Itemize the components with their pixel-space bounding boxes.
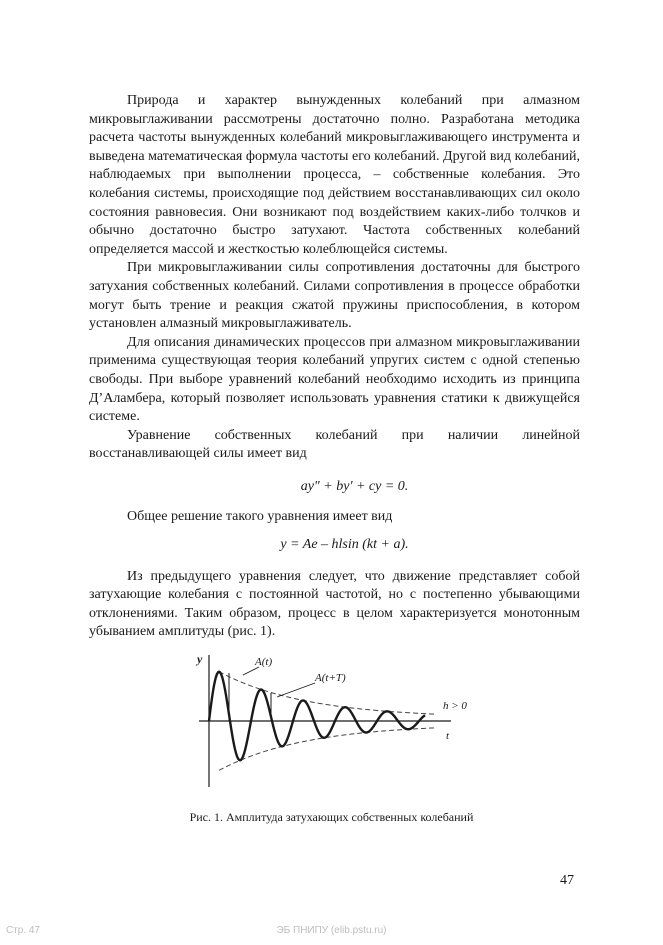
damped-oscillation-figure <box>193 645 483 795</box>
equation-motion: ay" + by' + cy = 0. <box>300 478 409 494</box>
label-h-positive: h > 0 <box>443 700 467 712</box>
y-axis-label: y <box>197 652 203 666</box>
t-axis-label: t <box>446 730 450 742</box>
label-a-t: A(t) <box>255 656 273 668</box>
paragraph: Для описания динамических процессов при алмазном микровыглаживании применима существующая теория колебаний упругих систем с одной степенью свободы. При выборе уравнений колебаний необходимо исходить из принципа Д’Аламбера, который позволяет использовать уравнения статики к движущейся системе. <box>89 334 580 425</box>
figure-caption: Рис. 1. Амплитуда затухающих собственных колебаний <box>189 810 474 824</box>
label-leader-2 <box>277 683 315 697</box>
footer-library-label: ЭБ ПНИПУ (elib.pstu.ru) <box>276 925 387 936</box>
paragraph: Из предыдущего уравнения следует, что движение представляет собой затухающие колебания с постоянной частотой, но с постепенно убывающими отклонениями. Таким образом, процесс в целом характеризуется монотонным убыванием амплитуды (рис. 1). <box>89 568 580 640</box>
paragraph: Природа и характер вынужденных колебаний при алмазном микровыглаживании рассмотрены достаточно полно. Разработана методика расчета частоты вынужденных колебаний микровыглаживающего инструмента и выведена математическая формула частоты его колебаний. Другой вид колебаний, наблюдаемых при выполнении процесса, – собственные колебания. Это колебания системы, происходящие под действием восстанавливающих сил около состояния равновесия. Они возникают под воздействием каких-либо толчков и обычно достаточно быстро затухают. Частота собственных колебаний определяется массой и жесткостью колеблющейся системы. <box>89 93 580 257</box>
paragraph: Общее решение такого уравнения имеет вид <box>127 509 393 525</box>
equation-solution: y = Ae – hlsin (kt + a). <box>280 537 409 553</box>
label-a-t-plus-t: A(t+T) <box>315 672 346 684</box>
paragraph: При микровыглаживании силы сопротивления достаточны для быстрого затухания собственных колебаний. Силами сопротивления в процессе обработки могут быть трение и реакция сжатой пружины приспособления, в котором установлен алмазный микровыглаживатель. <box>89 260 580 332</box>
paragraph: Уравнение собственных колебаний при наличии линейной восстанавливающей силы имеет вид <box>89 427 580 462</box>
oscillation-plot <box>193 645 483 795</box>
footer-page-label: Стр. 47 <box>6 925 41 936</box>
page-number: 47 <box>560 873 574 888</box>
damped-wave <box>209 672 425 761</box>
body-text <box>89 92 580 642</box>
label-leader-1 <box>243 667 259 675</box>
